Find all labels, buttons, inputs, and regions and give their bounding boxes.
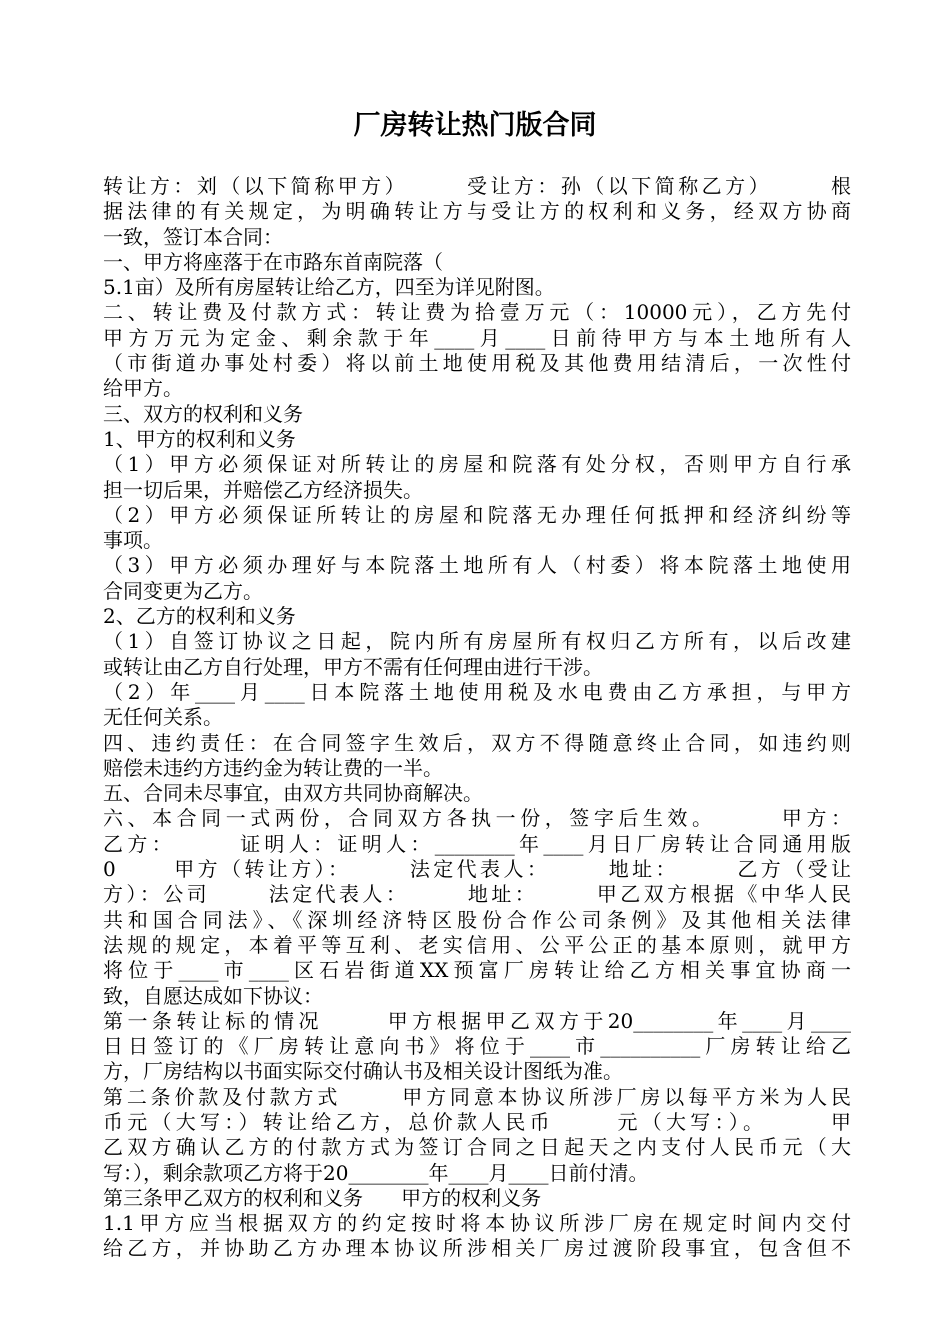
- contract-text-line: 担一切后果，并赔偿乙方经济损失。: [103, 477, 423, 502]
- contract-text-line: 事项。: [103, 528, 163, 553]
- contract-text-line: 或转让由乙方自行处理，甲方不需有任何理由进行干涉。: [103, 654, 603, 679]
- contract-text-line: 五、合同未尽事宜，由双方共同协商解决。: [103, 781, 483, 806]
- contract-text-line: （市街道办事处村委）将以前土地使用税及其他费用结清后，一次性付: [103, 351, 851, 376]
- contract-text-line: 法规的规定，本着平等互利、老实信用、公平公正的基本原则，就甲方: [103, 932, 851, 957]
- contract-text-line: 转让方：刘（以下简称甲方） 受让方：孙（以下简称乙方） 根: [103, 174, 851, 198]
- contract-text-line: 方，厂房结构以书面实际交付确认书及相关设计图纸为准。: [103, 1059, 623, 1084]
- contract-text-line: 1.1甲方应当根据双方的约定按时将本协议所涉厂房在规定时间内交付: [103, 1211, 851, 1236]
- contract-text-line: 六、本合同一式两份，合同双方各执一份，签字后生效。 甲方：: [103, 806, 851, 831]
- contract-text-line: 乙方： 证明人：证明人：________年____月日厂房转让合同通用版: [103, 831, 851, 856]
- contract-text-line: 写：），剩余款项乙方将于20________年____月____日前付清。: [103, 1160, 649, 1185]
- contract-text-line: 币元（大写：）转让给乙方，总价款人民币 元（大写：）。 甲: [103, 1109, 851, 1134]
- contract-text-line: 共和国合同法》、《深圳经济特区股份合作公司条例》及其他相关法律: [103, 907, 851, 932]
- contract-text-line: （3）甲方必须办理好与本院落土地所有人（村委）将本院落土地使用: [103, 553, 851, 578]
- contract-text-line: 0 甲方（转让方）： 法定代表人： 地址： 乙方（受让: [103, 857, 851, 882]
- contract-text-line: 无任何关系。: [103, 705, 223, 730]
- contract-text-line: 1、甲方的权利和义务: [103, 426, 296, 451]
- contract-text-line: 一、甲方将座落于在市路东首南院落（: [103, 249, 443, 274]
- contract-text-line: 四、违约责任：在合同签字生效后，双方不得随意终止合同，如违约则: [103, 730, 851, 755]
- contract-text-line: 致，自愿达成如下协议：: [103, 983, 323, 1008]
- contract-text-line: 乙双方确认乙方的付款方式为签订合同之日起天之内支付人民币元（大: [103, 1135, 851, 1160]
- contract-body: [103, 174, 851, 1262]
- contract-text-line: 第二条价款及付款方式 甲方同意本协议所涉厂房以每平方米为人民: [103, 1084, 851, 1109]
- contract-text-line: （2）甲方必须保证所转让的房屋和院落无办理任何抵押和经济纠纷等: [103, 502, 851, 527]
- contract-text-line: 二、转让费及付款方式：转让费为拾壹万元（：10000元），乙方先付: [103, 300, 851, 325]
- contract-text-line: 方）：公司 法定代表人： 地址： 甲乙双方根据《中华人民: [103, 882, 851, 907]
- contract-text-line: 据法律的有关规定，为明确转让方与受让方的权利和义务，经双方协商: [103, 199, 851, 224]
- contract-text-line: 给甲方。: [103, 376, 183, 401]
- contract-text-line: 日日签订的《厂房转让意向书》将位于____市__________厂房转让给乙: [103, 1034, 851, 1059]
- contract-text-line: 一致，签订本合同：: [103, 224, 283, 249]
- contract-text-line: 三、双方的权利和义务: [103, 401, 303, 426]
- contract-text-line: 甲方万元为定金、剩余款于年____月____日前待甲方与本土地所有人: [103, 325, 851, 350]
- contract-text-line: （1）甲方必须保证对所转让的房屋和院落有处分权，否则甲方自行承: [103, 452, 851, 477]
- contract-text-line: 2、乙方的权利和义务: [103, 604, 296, 629]
- contract-text-line: 将位于____市____区石岩街道XX预富厂房转让给乙方相关事宜协商一: [103, 958, 851, 983]
- contract-text-line: （1）自签订协议之日起，院内所有房屋所有权归乙方所有，以后改建: [103, 629, 851, 654]
- document-title: 厂房转让热门版合同: [353, 110, 597, 141]
- contract-text-line: 给乙方，并协助乙方办理本协议所涉相关厂房过渡阶段事宜，包含但不: [103, 1236, 851, 1261]
- contract-text-line: 5.1亩）及所有房屋转让给乙方，四至为详见附图。: [103, 275, 555, 300]
- contract-text-line: （2）年____月____日本院落土地使用税及水电费由乙方承担，与甲方: [103, 679, 851, 704]
- contract-text-line: 赔偿未违约方违约金为转让费的一半。: [103, 755, 443, 780]
- contract-text-line: 合同变更为乙方。: [103, 578, 263, 603]
- contract-text-line: 第一条转让标的情况 甲方根据甲乙双方于20________年____月____: [103, 1008, 851, 1033]
- contract-text-line: 第三条甲乙双方的权利和义务 甲方的权利义务: [103, 1185, 542, 1210]
